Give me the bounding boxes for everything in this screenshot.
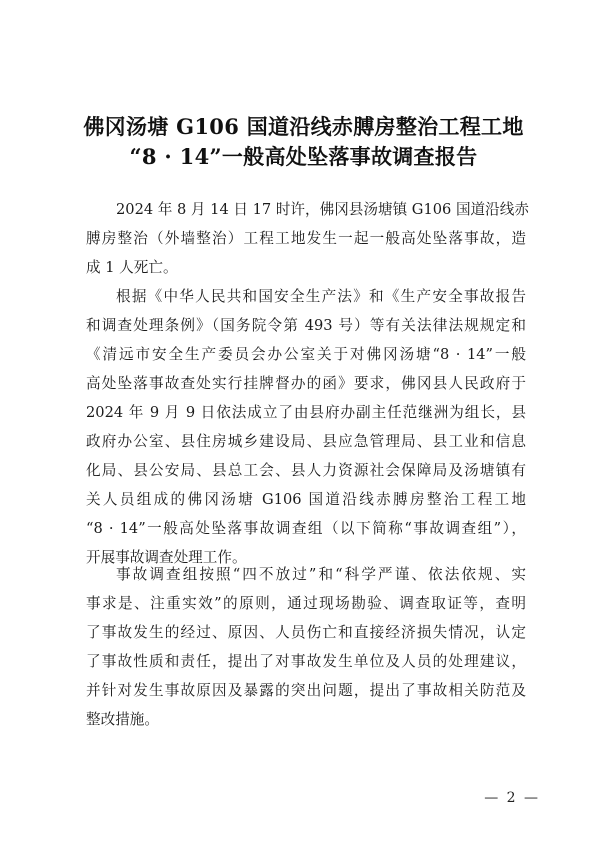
paragraph-line: 事故调查组按照“四不放过”和“科学严谨、依法依规、实: [116, 566, 526, 583]
report-title-line-1: 佛冈汤塘 G106 国道沿线赤膊房整治工程工地: [83, 114, 524, 139]
paragraph-line: 并针对发生事故原因及暴露的突出问题，提出了事故相关防范及: [86, 682, 526, 699]
paragraph-line: 事求是、注重实效”的原则，通过现场勘验、调查取证等，查明: [86, 595, 526, 612]
paragraph-line: 高处坠落事故查处实行挂牌督办的函》要求，佛冈县人民政府于: [86, 375, 526, 392]
paragraph-line: 政府办公室、县住房城乡建设局、县应急管理局、县工业和信息: [86, 433, 526, 450]
paragraph-line: 2024 年 9 月 9 日依法成立了由县府办副主任范继洲为组长，县: [86, 404, 526, 421]
page-number: — 2 —: [484, 790, 540, 806]
paragraph-line: 了事故发生的经过、原因、人员伤亡和直接经济损失情况，认定: [86, 624, 526, 641]
paragraph-line: 成 1 人死亡。: [86, 259, 178, 276]
paragraph-line: “8 · 14”一般高处坠落事故调查组（以下简称“事故调查组”），: [86, 520, 526, 537]
paragraph-line: 《清远市安全生产委员会办公室关于对佛冈汤塘“8 · 14”一般: [86, 346, 526, 363]
paragraph-line: 整改措施。: [86, 711, 159, 728]
paragraph-investigation-method: [86, 560, 526, 734]
paragraph-line: 开展事故调查处理工作。: [86, 549, 247, 566]
paragraph-line: 关人员组成的佛冈汤塘 G106 国道沿线赤膊房整治工程工地: [86, 491, 526, 508]
paragraph-investigation-basis: [86, 282, 526, 572]
paragraph-line: 和调查处理条例》（国务院令第 493 号）等有关法律法规规定和: [86, 317, 526, 334]
paragraph-line: 了事故性质和责任，提出了对事故发生单位及人员的处理建议，: [86, 653, 526, 670]
paragraph-line: 化局、县公安局、县总工会、县人力资源社会保障局及汤塘镇有: [86, 462, 526, 479]
paragraph-incident-summary: [86, 195, 529, 282]
paragraph-line: 2024 年 8 月 14 日 17 时许，佛冈县汤塘镇 G106 国道沿线赤: [116, 201, 529, 218]
paragraph-line: 根据《中华人民共和国安全生产法》和《生产安全事故报告: [116, 288, 526, 305]
report-title-line-2: “8 · 14”一般高处坠落事故调查报告: [129, 144, 478, 169]
paragraph-line: 膊房整治（外墙整治）工程工地发生一起一般高处坠落事故，造: [86, 230, 526, 247]
